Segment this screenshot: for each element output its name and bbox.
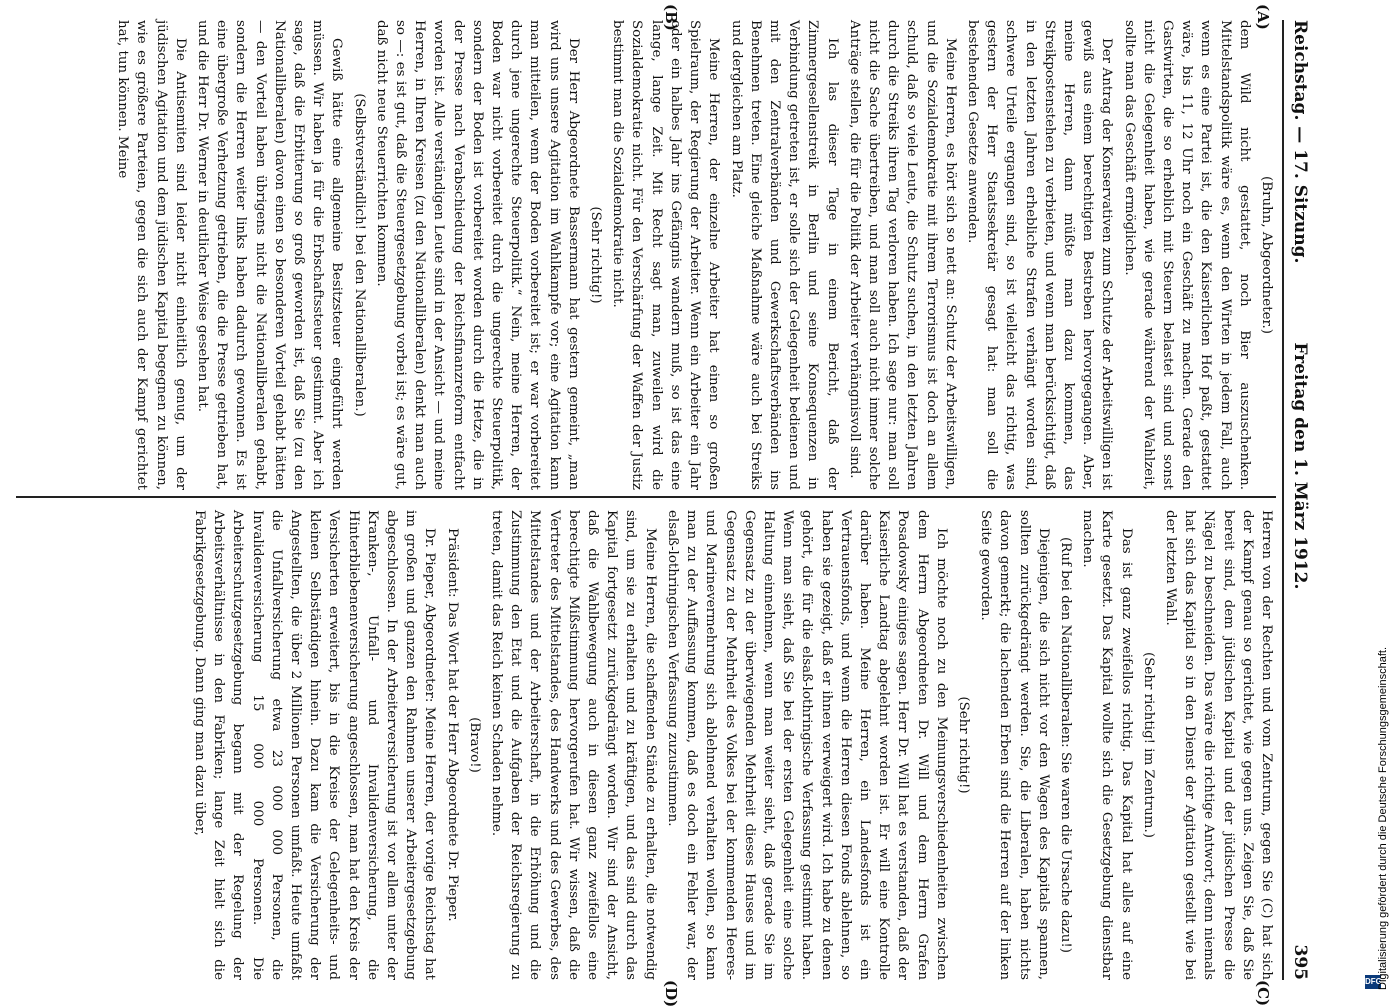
- interjection: (Sehr richtig! im Zentrum.): [1140, 652, 1156, 838]
- paragraph: Der Herr Abgeordnete Bassermann hat gestern gemeint, „man wird uns unsere Agitation im Wahlkampfe vor; eine Agitation kann man mitteilen, wenn der Boden vorbereitet ist; er war vorbereitet durch jene ungerechte Steuerpolitik.“ Nein, meine Herren, der Boden war nicht vorbereitet durch die ungerechte Steuerpolitik, sondern der Boden ist vorbereitet worden durch die Hetze, die in der Presse nach Verabschiedung der Reichsfinanzreform entfacht worden ist. Alle verständigen Leute sind in der Ansicht — und meine Herren, in Ihren Kreisen (zu den Nationalliberalen) denkt man auch so —: es ist gut, daß die Steuergesetzgebung vorbei ist; es wäre gut, daß nicht neue Steuerrichten kommen.: [373, 20, 581, 490]
- paragraph: dem Wild nicht gestattet, noch Bier auszuschenken. Mittelstandspolitik wäre es, wenn den Wirten in jedem Fall, auch wenn es eine Partei ist, die den Kaiserlichen Hof paßt, gestattet wäre, bis 11, 12 Uhr noch ein Geschäft zu machen. Gerade den Gastwirten, die so erheblich mit Steuern belastet sind und sonst nicht die Gelegenheit haben, wie gerade während der Wahlzeit, sollte man das Geschäft ermöglichen.: [1121, 20, 1252, 490]
- margin-mark-d: (D): [662, 980, 680, 1007]
- paragraph: Die Antisemiten sind leider nicht einheitlich genug, um der jüdischen Agitation und dem jüdischen Kapital begegnen zu können, wie es größere Parteien, gegen die sich auch der Kampf gerichtet hat, tun können. Meine: [115, 20, 188, 490]
- paragraph: Ich las dieser Tage in einem Bericht, daß der Zimmergesellenstreik in Berlin und seine Konsequenzen in Verbindung getreten ist, er solle sich der Gelegenheit bedienen und mit den Zentralverbänden und Gewerkschaftsverbänden ins Benehmen treten. Eine gleiche Maßnahme wäre auch bei Streiks und dergleichen am Platz.: [728, 20, 840, 490]
- paragraph: Diejenigen, die sich nicht vor den Wagen des Kapitals spannen, sollten zurückgedrängt werden. Sie, die Liberalen, haben nichts davon gemerkt; die lachenden Erben sind die Herren auf der linken Seite geworden.: [978, 510, 1051, 980]
- paragraph: Meine Herren, es hört sich so nett an: Schutz der Arbeitswilligen, und die Sozialdemokratie mit ihrem Terrorismus ist doch an allem schuld, daß so viele Leute, die Schutz suchen, in den letzten Jahren durch die Streiks ihren Tag verloren haben. Ich sage nur: man soll nicht die Sache übertreiben, und man soll auch nicht immer solche Anträge stellen, die für die Politik der Arbeiter verhängnisvoll sind.: [846, 20, 958, 490]
- dfg-logo: DFG: [1365, 975, 1381, 989]
- interjection: (Sehr richtig!): [955, 696, 971, 794]
- column-divider: [16, 496, 1276, 498]
- paragraph: Gewiß hätte eine allgemeine Besitzsteuer eingeführt werden müssen. Wir haben ja für die Erbschaftssteuer gestimmt. Aber ich sage, daß die Erbitterung so groß geworden ist, daß Sie (zu den Nationalliberalen) davon einen so besonderen Vorteil gehabt hätten — den Vorteil haben übrigens nicht die Nationalliberalen gehabt, sondern die Herren weiter links haben dadurch gewonnen. Es ist eine übergroße Verhetzung getrieben, die die Presse getrieben hat, und die Herr Dr. Werner in deutlicher Weise gesehen hat.: [195, 20, 345, 490]
- interjection: (Ruf bei den Nationalliberalen: Sie waren die Ursache dazu!): [1057, 537, 1073, 953]
- left-column: [16, 20, 1276, 490]
- header-rule: [1282, 20, 1284, 980]
- margin-mark-a: (A): [1254, 4, 1272, 30]
- paragraph: Präsident: Das Wort hat der Herr Abgeordnete Dr. Pieper.: [444, 528, 460, 922]
- paragraph: Herren von der Rechten und vom Zentrum, gegen Sie (C) hat sich der Kampf genau so gerichtet, wie gegen uns. Zeigen Sie, daß Sie bereit sind, dem jüdischen Kapital und der jüdischen Presse die Nägel zu beschneiden. Das wäre die richtige Antwort; denn niemals hat sich das Kapital so in den Dienst der Agitation gestellt wie bei der letzten Wahl.: [1162, 510, 1274, 980]
- header-date: Freitag den 1. März 1912. 395: [1290, 342, 1310, 980]
- interjection: (Selbstverständlich! bei den Nationalliberalen.): [351, 93, 367, 417]
- paragraph: Ich möchte noch zu den Meinungsverschiedenheiten zwischen dem Herrn Abgeordneten Dr. Will und dem Herrn Grafen Posadowsky einiges sagen. Herr Dr. Will hat es verstanden, daß der Kaiserliche Landtag abgelehnt worden ist. Er will eine Kontrolle darüber haben. Meine Herren, ein Landesfonds ist ein Vertrauensfonds, und wenn die Herren diesen Fonds ablehnen, so haben sie gezeigt, daß er ihnen verweigert wird. Ich habe zu denen gehört, die für die elsaß-lothringische Verfassung gestimmt haben. Wenn man sieht, daß Sie bei der ersten Gelegenheit eine solche Haltung einnehmen, wenn man weiter sieht, daß gerade Sie im Gegensatz zu der überwiegenden Mehrheit dieses Hauses und im Gegensatz zu der Mehrheit des Volkes bei der kommenden Heeres- und Marinevermehrung sich ablehnend verhalten wollen, so kann man zu der Auffassung kommen, daß es doch ein Fehler war, der elsaß-lothringischen Verfassung zuzustimmen.: [664, 510, 949, 980]
- paragraph: Dr. Pieper, Abgeordneter: Meine Herren, der vorige Reichstag hat im großen und ganzen den Rahmen unserer Arbeitergesetzgebung abgeschlossen. In der Arbeiterversicherung ist vor allem unter der Kranken-, Unfall- und Invalidenversicherung, die Hinterbliebenenversicherung angeschlossen, man hat den Kreis der Versicherten erweitert, bis in die Kreise der Gelegenheits- und kleinen Selbständigen hinein. Dazu kam die Versicherung der Angestellten, die über 2 Millionen Personen umfaßt. Heute umfaßt die Unfallversicherung etwa 23 000 000 Personen, die Invalidenversicherung 15 000 000 Personen. Die Arbeiterschutzgesetzgebung begann mit der Regelung der Arbeitsverhältnisse in den Fabriken; lange Zeit hielt sich die Fabrikgesetzgebung. Dann ging man dazu über,: [192, 510, 438, 980]
- paragraph: Meine Herren, der einzelne Arbeiter hat einen so großen Spielraum, der Regierung der Arbeiter. Wenn ein Arbeiter ein Jahr oder ein halbes Jahr ins Gefängnis wandern muß, so ist das eine lange, lange Zeit. Mit Recht sagt man, zuweilen wird die Sozialdemokratie nicht. Für den Verschärfung der Waffen der Justiz bestimmt man die Sozialdemokratie nicht.: [610, 20, 722, 490]
- paragraph: Meine Herren, die schaffenden Stände zu erhalten, die notwendig sind, um sie zu erhalten und zu kräftigen, und das sind durch das Kapital fortgesetzt zurückgedrängt worden. Wir sind der Ansicht, daß die Wahlbewegung auch in diesen ganz zweifellos eine berechtigte Mißstimmung hervorgerufen hat. Wir wissen, daß die Vertreter des Mittelstandes, des Handwerks und des Gewerbes, des Mittelstandes und der Arbeiterschaft, in die Erhöhung und die Zustimmung den Etat und die Aufgaben der Reichsregierung zu treten, damit das Reich keinen Schaden nehme.: [489, 510, 658, 980]
- paragraph: Der Antrag der Konservativen zum Schutze der Arbeitswilligen ist gewiß aus einem berechtigten Bestreben hervorgegangen. Aber, meine Herren, dann müßte man dazu kommen, das Streikpostenstehen zu verbieten, und wenn man berücksichtigt, daß in den letzten Jahren erhebliche Strafen verhängt worden sind, schwere Urteile ergangen sind, so ist vielleicht das richtig, was gestern der Herr Staatssekretär gesagt hat: man soll die bestehenden Gesetze anwenden.: [964, 20, 1115, 490]
- attribution-strip: [1363, 0, 1389, 1000]
- page-header: [1284, 20, 1314, 980]
- header-title: Reichstag. — 17. Sitzung.: [1290, 20, 1310, 264]
- margin-mark-b: (B): [662, 4, 680, 31]
- page-number: 395: [1290, 944, 1310, 980]
- margin-mark-c: (C): [1254, 980, 1272, 1007]
- right-column: [16, 510, 1276, 980]
- paragraph: Das ist ganz zweifellos richtig. Das Kapital hat alles auf eine Karte gesetzt. Das Kapital wollte sich die Gesetzgebung dienstbar machen.: [1080, 510, 1134, 980]
- interjection: (Sehr richtig!): [588, 206, 604, 304]
- interjection: (Bravo!): [466, 717, 482, 773]
- speaker-line: (Bruhn, Abgeordneter.): [1259, 176, 1274, 334]
- attribution-text: Digitalisierung gefördert durch die Deutsche Forschungsgemeinschaft.: [1377, 646, 1389, 990]
